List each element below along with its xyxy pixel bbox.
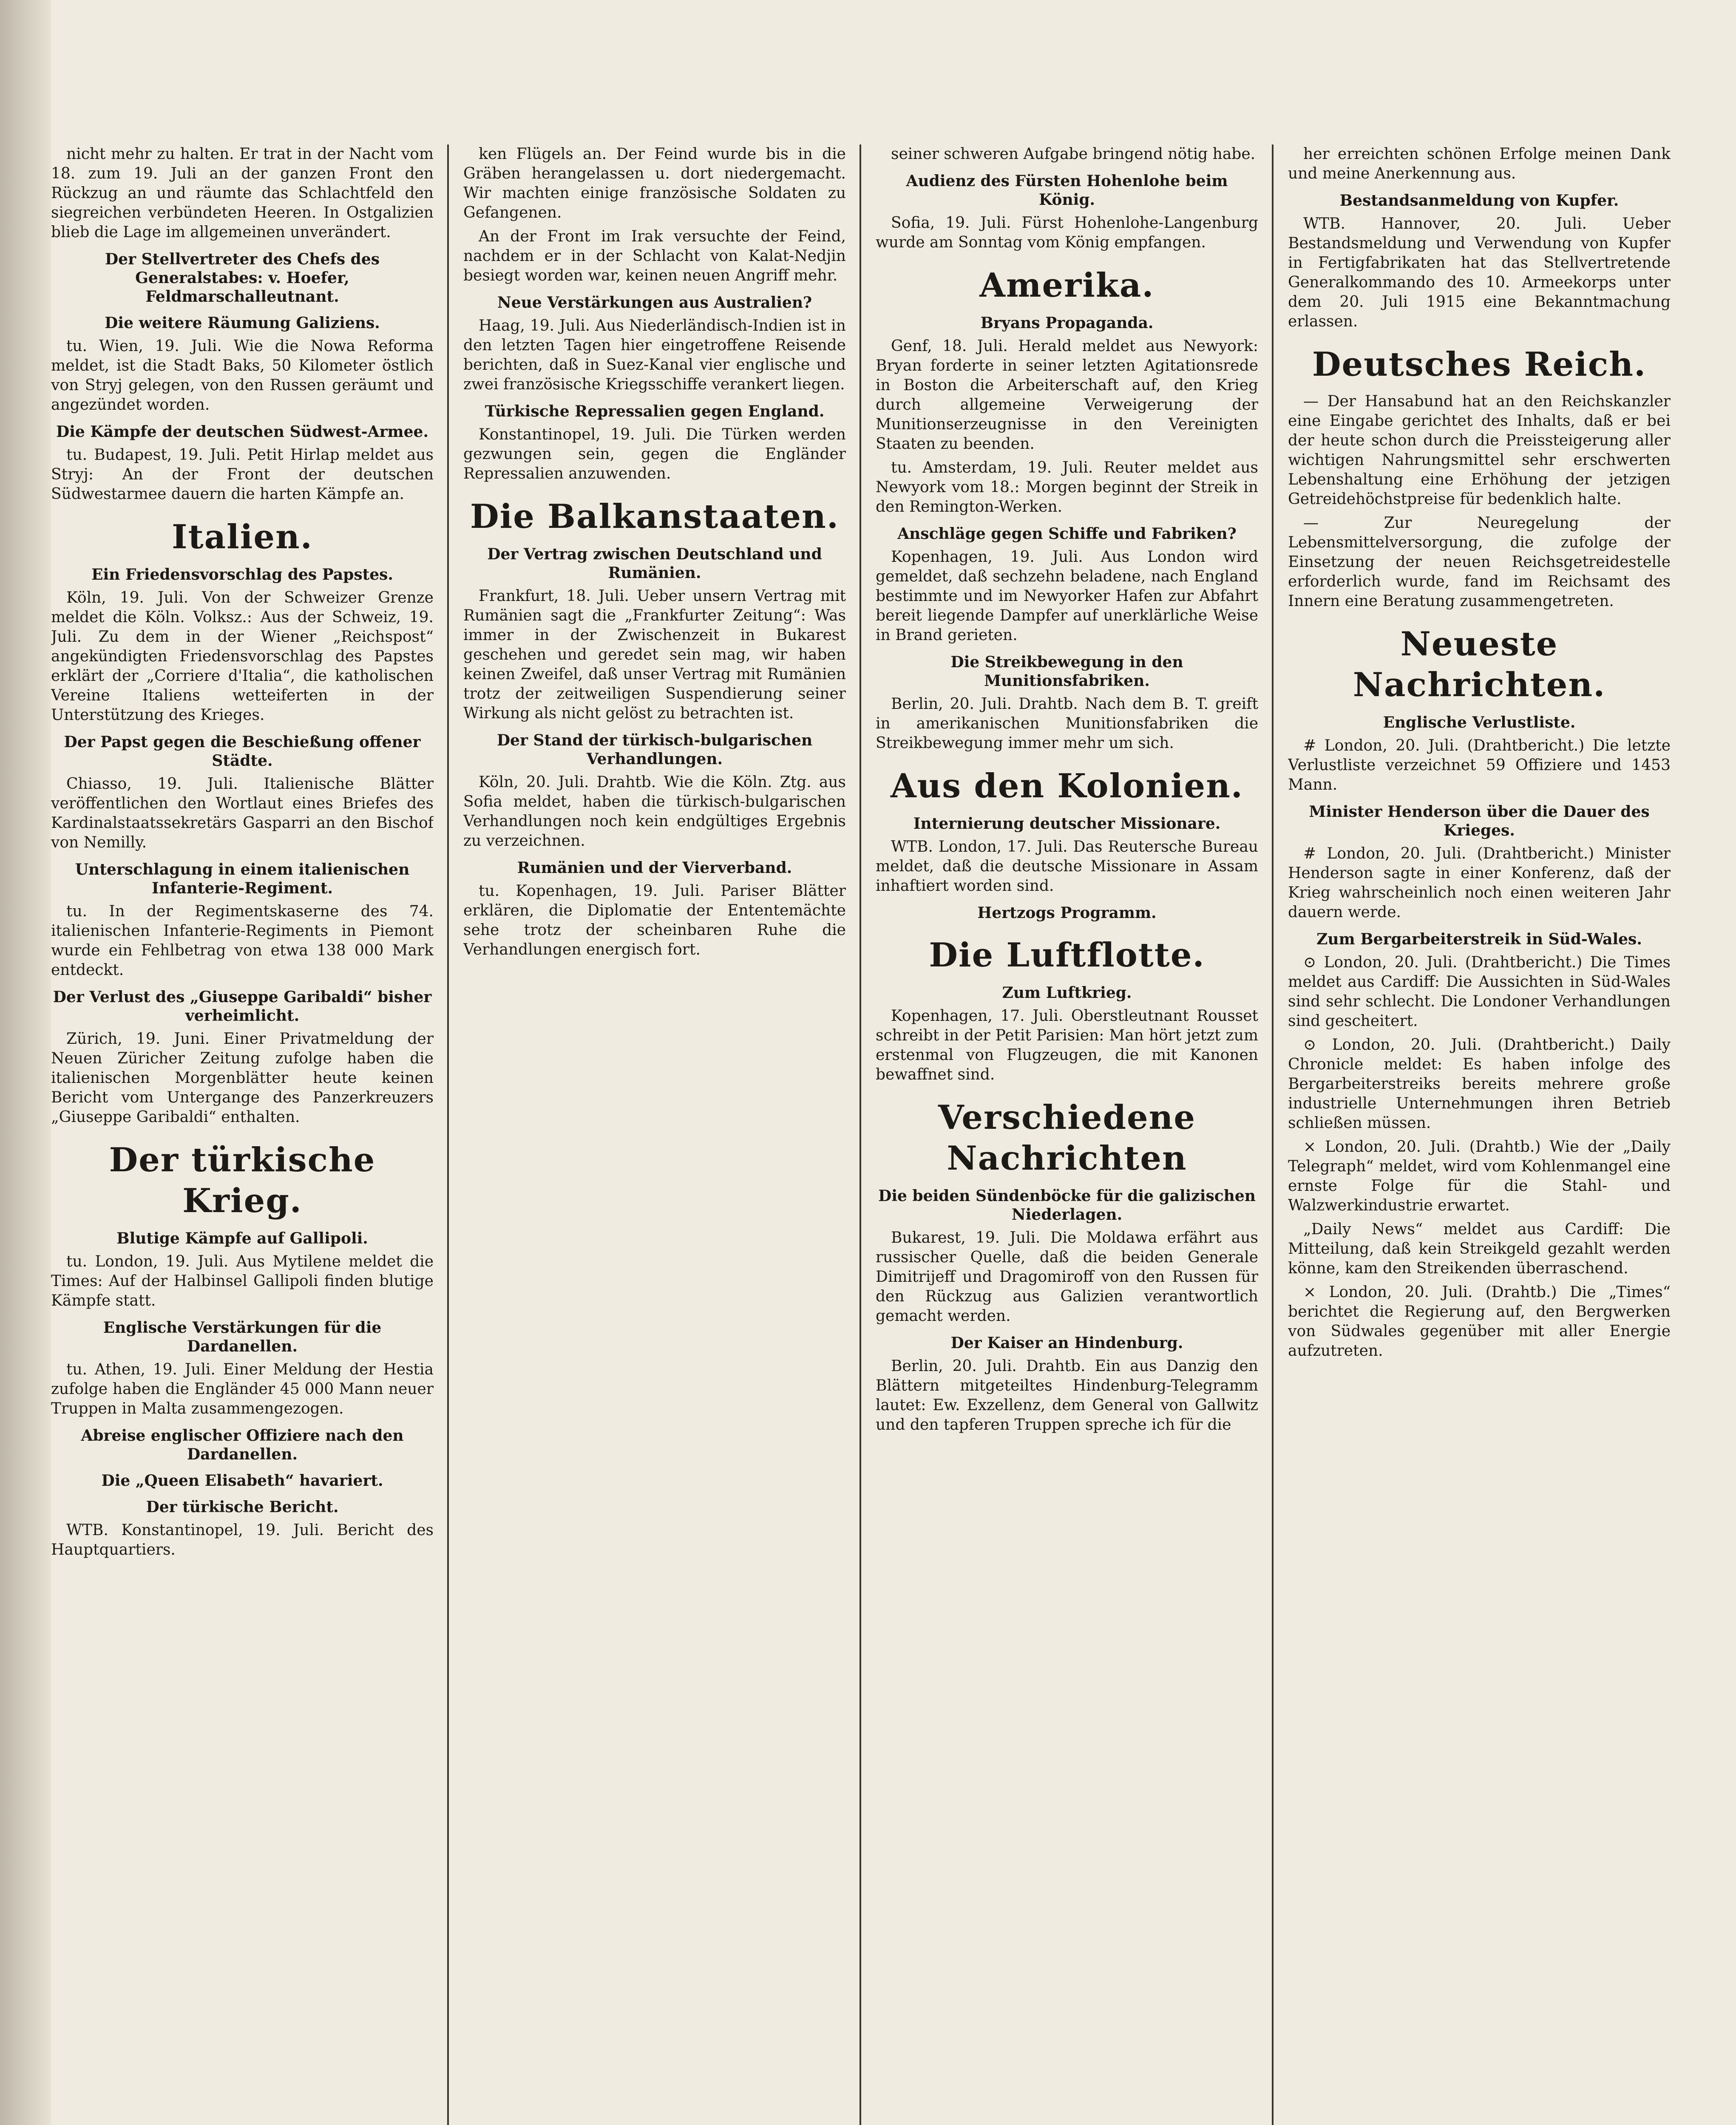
article-text: Kopenhagen, 17. Juli. Oberstleutnant Rousset schreibt in der Petit Parisien: Man hört jetzt zum erstenmal von Flugzeugen, die mit Kanonen bewaffnet sind. — [876, 1007, 1258, 1083]
column-rule — [447, 144, 449, 2125]
article-text: nicht mehr zu halten. Er trat in der Nacht vom 18. zum 19. Juli an der ganzen Front den Rückzug an und räumte das Schlachtfeld den siegreichen verbündeten Heeren. In Ostgalizien blieb die Lage im allgemeinen unverändert. — [51, 145, 434, 241]
paper-edge — [0, 0, 51, 2125]
article-heading: Der Papst gegen die Beschießung offener Städte. — [64, 733, 421, 770]
article-text: ken Flügels an. Der Feind wurde bis in die Gräben herangelassen u. dort niedergemacht. Wir machten einige französische Soldaten zu Gefangenen. — [463, 145, 846, 221]
article-heading: Die Kämpfe der deutschen Südwest-Armee. — [56, 423, 428, 441]
article-text: Sofia, 19. Juli. Fürst Hohenlohe-Langenburg wurde am Sonntag vom König empfangen. — [876, 214, 1258, 251]
article-text: WTB. Konstantinopel, 19. Juli. Bericht des Hauptquartiers. — [51, 1522, 434, 1558]
article-text: × London, 20. Juli. (Drahtb.) Die „Times“ berichtet die Regierung auf, den Bergwerken von Südwales gegenüber mit aller Energie aufzutreten. — [1288, 1284, 1671, 1360]
article-text: her erreichten schönen Erfolge meinen Dank und meine Anerkennung aus. — [1288, 145, 1671, 182]
article-text: WTB. Hannover, 20. Juli. Ueber Bestandsmeldung und Verwendung von Kupfer in Fertigfabrikaten hat das Stellvertretende Generalkommando des 10. Armeekorps unter dem 20. Juli 1915 eine Bekanntmachung erlassen. — [1288, 215, 1671, 330]
section-title: Neueste Nachrichten. — [1353, 625, 1606, 704]
column-rule — [859, 144, 861, 2125]
article-text: tu. In der Regimentskaserne des 74. italienischen Infanterie-Regiments in Piemont wurde ein Fehlbetrag von etwa 138 000 Mark entdeckt. — [51, 903, 434, 979]
article-text: seiner schweren Aufgabe bringend nötig habe. — [891, 145, 1256, 163]
article-text: An der Front im Irak versuchte der Feind, nachdem er in der Schlacht von Kalat-Nedjin besiegt worden war, keinen neuen Angriff mehr. — [463, 228, 846, 284]
article-heading: Ein Friedensvorschlag des Papstes. — [91, 566, 393, 584]
article-text: Haag, 19. Juli. Aus Niederländisch-Indien ist in den letzten Tagen hier eingetroffene Reisende berichten, daß in Suez-Kanal vier englische und zwei französische Kriegsschiffe verankert liegen. — [463, 317, 846, 393]
article-text: Bukarest, 19. Juli. Die Moldawa erfährt aus russischer Quelle, daß die beiden Generale Dimitrijeff und Dragomiroff von den Russen für den Rückzug aus Galizien verantwortlich gemacht werden. — [876, 1229, 1258, 1325]
section-title: Verschiedene Nachrichten — [938, 1098, 1196, 1178]
article-heading: Blutige Kämpfe auf Gallipoli. — [116, 1230, 368, 1247]
article-heading: Englische Verlustliste. — [1383, 714, 1576, 731]
article-heading: Anschläge gegen Schiffe und Fabriken? — [897, 525, 1237, 543]
article-text: tu. Budapest, 19. Juli. Petit Hirlap meldet aus Stryj: An der Front der deutschen Südwestarmee dauern die harten Kämpfe an. — [51, 446, 434, 503]
article-text: tu. Amsterdam, 19. Juli. Reuter meldet aus Newyork vom 18.: Morgen beginnt der Streik in den Remington-Werken. — [876, 459, 1258, 516]
article-heading: Zum Bergarbeiterstreik in Süd-Wales. — [1316, 930, 1642, 948]
article-text: Kopenhagen, 19. Juli. Aus London wird gemeldet, daß sechzehn beladene, nach England bestimmte und im Newyorker Hafen zur Abfahrt bereit liegende Dampfer auf unerklärliche Weise in Brand gerieten. — [876, 548, 1258, 644]
article-text: tu. Kopenhagen, 19. Juli. Pariser Blätter erklären, die Diplomatie der Ententemächte sehe trotz der scheinbaren Ruhe die Verhandlungen energisch fort. — [463, 882, 846, 958]
article-heading: Der Vertrag zwischen Deutschland und Rumänien. — [487, 545, 822, 582]
column-3 — [876, 144, 1258, 2125]
article-heading: Rumänien und der Vierverband. — [517, 859, 792, 877]
article-text: „Daily News“ meldet aus Cardiff: Die Mitteilung, daß kein Streikgeld gezahlt werden könne, kam den Streikenden überraschend. — [1288, 1221, 1671, 1277]
article-heading: Abreise englischer Offiziere nach den Dardanellen. — [81, 1427, 404, 1463]
article-text: ⊙ London, 20. Juli. (Drahtbericht.) Die Times meldet aus Cardiff: Die Aussichten in Süd-Wales sind sehr schlecht. Die Londoner Verhandlungen sind gescheitert. — [1288, 954, 1671, 1030]
article-text: Köln, 19. Juli. Von der Schweizer Grenze meldet die Köln. Volksz.: Aus der Schweiz, 19. Juli. Zu dem in der Wiener „Reichspost“ angekündigten Friedensvorschlag des Papstes erklärt der „Corriere d'Italia“, die katholischen Vereine Italiens wetteiferten in der Unterstützung des Krieges. — [51, 589, 434, 724]
article-text: # London, 20. Juli. (Drahtbericht.) Die letzte Verlustliste verzeichnet 59 Offiziere und 1453 Mann. — [1288, 737, 1671, 793]
article-heading: Bestandsanmeldung von Kupfer. — [1339, 192, 1619, 210]
article-text: Zürich, 19. Juni. Einer Privatmeldung der Neuen Züricher Zeitung zufolge haben die italienischen Morgenblätter heute keinen Bericht vom Untergange des Panzerkreuzers „Giuseppe Garibaldi“ enthalten. — [51, 1030, 434, 1126]
article-text: — Zur Neuregelung der Lebensmittelversorgung, die zufolge der Einsetzung der neuen Reichsgetreidestelle erforderlich wurde, fand im Reichsamt des Innern eine Beratung zusammengetreten. — [1288, 514, 1671, 610]
article-heading: Die „Queen Elisabeth“ havariert. — [101, 1472, 383, 1490]
article-text: tu. London, 19. Juli. Aus Mytilene meldet die Times: Auf der Halbinsel Gallipoli finden blutige Kämpfe statt. — [51, 1253, 434, 1309]
article-text: Berlin, 20. Juli. Drahtb. Ein aus Danzig den Blättern mitgeteiltes Hindenburg-Telegramm lautet: Ew. Exzellenz, dem General von Gallwitz und den tapferen Truppen spreche ich für die — [876, 1357, 1258, 1434]
article-heading: Internierung deutscher Missionare. — [913, 815, 1221, 833]
section-title: Amerika. — [979, 266, 1154, 305]
article-text: # London, 20. Juli. (Drahtbericht.) Minister Henderson sagte in einer Konferenz, daß der Krieg wahrscheinlich noch einen weiteren Jahr dauern werde. — [1288, 845, 1671, 921]
article-heading: Der türkische Bericht. — [146, 1498, 339, 1516]
article-text: × London, 20. Juli. (Drahtb.) Wie der „Daily Telegraph“ meldet, wird vom Kohlenmangel eine ernste Folge für die Stahl- und Walzwerkindustrie erwartet. — [1288, 1138, 1671, 1214]
section-title: Italien. — [172, 518, 313, 556]
article-heading: Der Stand der türkisch-bulgarischen Verhandlungen. — [496, 731, 813, 768]
newspaper-page — [51, 144, 1679, 2125]
article-text: Köln, 20. Juli. Drahtb. Wie die Köln. Ztg. aus Sofia meldet, haben die türkisch-bulgarischen Verhandlungen noch kein endgültiges Ergebnis zu verzeichnen. — [463, 774, 846, 850]
article-heading: Englische Verstärkungen für die Dardanellen. — [103, 1319, 382, 1355]
article-text: Chiasso, 19. Juli. Italienische Blätter veröffentlichen den Wortlaut eines Briefes des Kardinalstaatssekretärs Gasparri an den Bischof von Nemilly. — [51, 775, 434, 851]
article-text: WTB. London, 17. Juli. Das Reutersche Bureau meldet, daß die deutsche Missionare in Assam inhaftiert worden sind. — [876, 838, 1258, 895]
article-text: Genf, 18. Juli. Herald meldet aus Newyork: Bryan forderte in seiner letzten Agitationsrede in Boston die Arbeiterschaft auf, den Krieg durch allgemeine Verweigerung der Munitionserzeugnisse in den Vereinigten Staaten zu beenden. — [876, 337, 1258, 453]
article-text: Konstantinopel, 19. Juli. Die Türken werden gezwungen sein, gegen die Engländer Repressalien anzuwenden. — [463, 426, 846, 482]
section-title: Die Balkanstaaten. — [470, 497, 839, 536]
signature: Der Stellvertreter des Chefs des Generalstabes: v. Hoefer, Feldmarschalleutnant. — [105, 250, 380, 306]
article-heading: Die beiden Sündenböcke für die galizischen Niederlagen. — [878, 1187, 1256, 1224]
article-heading: Hertzogs Programm. — [977, 904, 1157, 922]
article-heading: Der Verlust des „Giuseppe Garibaldi“ bisher verheimlicht. — [53, 988, 432, 1025]
article-text: — Der Hansabund hat an den Reichskanzler eine Eingabe gerichtet des Inhalts, daß er bei der heute schon durch die Preissteigerung aller wichtigen Nahrungsmittel sehr erschwerten Lebenshaltung eine Erhöhung der jetzigen Getreidehöchstpreise für bedenklich halte. — [1288, 393, 1671, 508]
section-title: Aus den Kolonien. — [891, 767, 1243, 805]
column-1 — [51, 144, 434, 2125]
article-text: ⊙ London, 20. Juli. (Drahtbericht.) Daily Chronicle meldet: Es haben infolge des Bergarbeiterstreiks bereits mehrere große industrielle Unternehmungen ihren Betrieb schließen müssen. — [1288, 1036, 1671, 1132]
article-heading: Minister Henderson über die Dauer des Krieges. — [1309, 803, 1650, 839]
section-title: Deutsches Reich. — [1312, 345, 1647, 384]
column-2 — [463, 144, 846, 2125]
section-title: Die Luftflotte. — [929, 936, 1205, 975]
article-heading: Neue Verstärkungen aus Australien? — [497, 294, 812, 312]
article-heading: Unterschlagung in einem italienischen Infanterie-Regiment. — [75, 861, 410, 897]
column-4 — [1288, 144, 1671, 2125]
article-heading: Die weitere Räumung Galiziens. — [105, 314, 380, 332]
article-heading: Türkische Repressalien gegen England. — [485, 402, 825, 420]
article-heading: Zum Luftkrieg. — [1002, 984, 1132, 1002]
article-heading: Die Streikbewegung in den Munitionsfabriken. — [950, 653, 1183, 690]
article-heading: Audienz des Fürsten Hohenlohe beim König. — [906, 172, 1228, 209]
column-rule — [1272, 144, 1274, 2125]
article-text: tu. Wien, 19. Juli. Wie die Nowa Reforma meldet, ist die Stadt Baks, 50 Kilometer östlich von Stryj gelegen, von den Russen geräumt und angezündet worden. — [51, 337, 434, 414]
article-text: tu. Athen, 19. Juli. Einer Meldung der Hestia zufolge haben die Engländer 45 000 Mann neuer Truppen in Malta zusammengezogen. — [51, 1361, 434, 1417]
article-heading: Der Kaiser an Hindenburg. — [950, 1334, 1183, 1352]
section-title: Der türkische Krieg. — [109, 1141, 376, 1220]
article-heading: Bryans Propaganda. — [980, 314, 1154, 332]
article-text: Frankfurt, 18. Juli. Ueber unsern Vertrag mit Rumänien sagt die „Frankfurter Zeitung“: Was immer in der Zwischenzeit in Bukarest geschehen und geredet sein mag, wir haben keinen Zweifel, daß unser Vertrag mit Rumänien trotz der zeitweiligen Suspendierung seiner Wirkung als nicht gelöst zu betrachten ist. — [463, 587, 846, 722]
article-text: Berlin, 20. Juli. Drahtb. Nach dem B. T. greift in amerikanischen Munitionsfabriken die Streikbewegung immer mehr um sich. — [876, 695, 1258, 752]
